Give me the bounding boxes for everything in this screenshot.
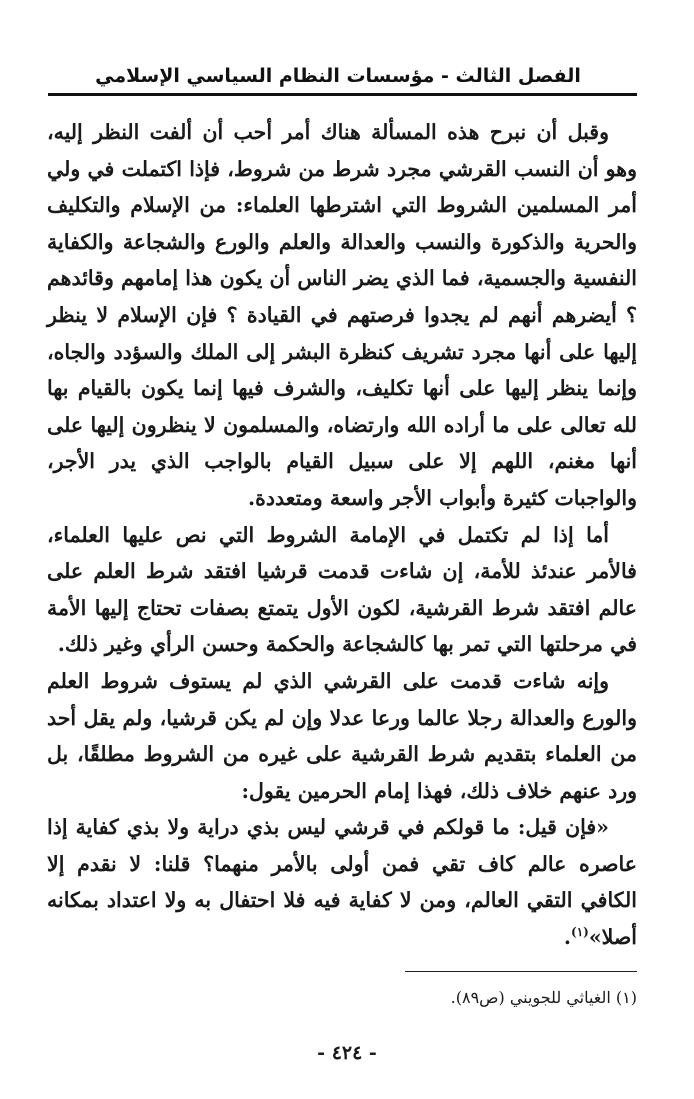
footnote-rule	[405, 971, 637, 972]
paragraph-2: أما إذا لم تكتمل في الإمامة الشروط التي نص عليها العلماء، فالأمر عندئذ للأمة، إن شاءت قدمت قرشيا افتقد شرط العلم على عالم افتقد شرط القرشية، لكون الأول يتمتع بصفات تحتاج إليها الأمة في مرحلتها التي تمر بها كالشجاعة والحكمة وحسن الرأي وغير ذلك.	[47, 522, 637, 657]
main-text	[47, 114, 637, 956]
footnote: (١) الغياثي للجويني (ص٨٩).	[450, 988, 637, 1007]
paragraph-1: وقبل أن نبرح هذه المسألة هناك أمر أحب أن ألفت النظر إليه، وهو أن النسب القرشي مجرد شرط من شروط، فإذا اكتملت في ولي أمر المسلمين الشروط التي اشترطها العلماء: من الإسلام والتكليف والحرية والذكورة والنسب والعدالة والعلم والورع والشجاعة والكفاية النفسية والجسمية، فما الذي يضر الناس أن يكون هذا إمامهم وقائدهم ؟ أيضرهم أنهم لم يجدوا فرصتهم في القيادة ؟ فإن الإسلام لا ينظر إليها على أنها مجرد تشريف كنظرة البشر إلى الملك والسؤدد والجاه، وإنما ينظر إليها على أنها تكليف، والشرف فيها إنما يكون بالقيام بها لله تعالى على ما أراده الله وارتضاه، والمسلمون لا ينظرون إليها على أنها مغنم، اللهم إلا على سبيل القيام بالواجب الذي يدر الأجر، والواجبات كثيرة وأبواب الأجر واسعة ومتعددة.	[47, 120, 637, 510]
running-header: الفصل الثالث - مؤسسات النظام السياسي الإسلامي	[95, 65, 581, 87]
header-rule	[48, 93, 637, 96]
quote-paragraph	[47, 809, 637, 955]
footnote-reference[interactable]: (١)	[571, 925, 589, 940]
quotation-end: .	[563, 925, 572, 950]
quotation: «فإن قيل: ما قولكم في قرشي ليس بذي دراية ولا بذي كفاية إذا عاصره عالم كاف تقي فمن أولى بالأمر منهما؟ قلنا: لا نقدم إلا الكافي التقي العالم، ومن لا كفاية فيه فلا احتفال به ولا اعتداد بمكانه أصلا»	[47, 815, 637, 950]
page-number: - ٤٢٤ -	[317, 1042, 377, 1064]
paragraph-3: وإنه شاءت قدمت على القرشي الذي لم يستوف شروط العلم والورع والعدالة رجلا عالما ورعا عدلا وإن لم يكن قرشيا، ولم يقل أحد من العلماء بتقديم شرط القرشية على غيره من الشروط مطلقًا، بل ورد عنهم خلاف ذلك، فهذا إمام الحرمين يقول:	[47, 668, 637, 803]
